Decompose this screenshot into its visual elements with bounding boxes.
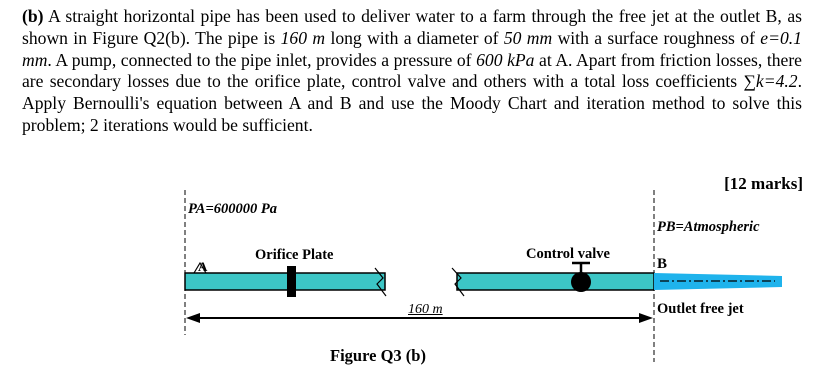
question-text: . A pump, connected to the pipe inlet, provides a pressure of bbox=[47, 49, 477, 70]
question-text: long with a diameter of bbox=[325, 27, 504, 48]
length-label: 160 m bbox=[408, 302, 443, 317]
part-label: (b) bbox=[22, 6, 44, 26]
outlet-label: Outlet free jet bbox=[657, 301, 744, 317]
pressure-b-label: PB=Atmospheric bbox=[657, 219, 760, 235]
question-text: at A. Apart from friction losses, there are secondary losses due to the orifice plate, control valve and others with a total loss coefficients bbox=[22, 49, 802, 92]
question-text: with a surface roughness of bbox=[552, 27, 761, 48]
question-text: . Apply Bernoulli's equation between A and B and use the Moody Chart and iteration method to solve this problem; 2 iterations would be sufficient. bbox=[22, 71, 802, 135]
pipe-length-value: 160 m bbox=[280, 27, 326, 48]
roughness-value: e=0.1 mm bbox=[22, 27, 802, 70]
pressure-value: 600 kPa bbox=[476, 49, 535, 70]
pipe-segment-right bbox=[457, 273, 654, 290]
orifice-plate bbox=[287, 266, 296, 297]
pipe-diameter-value: 50 mm bbox=[503, 27, 553, 48]
pipe-segment-left bbox=[185, 273, 385, 290]
point-a-label: A bbox=[198, 259, 208, 274]
control-valve bbox=[571, 272, 591, 292]
marks-label: [12 marks] bbox=[724, 174, 803, 193]
figure-caption: Figure Q3 (b) bbox=[330, 346, 426, 365]
loss-coefficient-value: ∑k=4.2 bbox=[743, 71, 798, 92]
point-b-label: B bbox=[657, 256, 668, 272]
orifice-plate-label: Orifice Plate bbox=[255, 247, 334, 263]
pressure-a-label: PA=600000 Pa bbox=[188, 201, 277, 217]
dimension-arrow-right bbox=[639, 313, 653, 323]
control-valve-label: Control valve bbox=[526, 246, 610, 262]
question-text: A straight horizontal pipe has been used to deliver water to a farm through the free jet at the outlet B, as shown in Figure Q2(b). The pipe is bbox=[22, 6, 802, 48]
dimension-arrow-left bbox=[186, 313, 200, 323]
